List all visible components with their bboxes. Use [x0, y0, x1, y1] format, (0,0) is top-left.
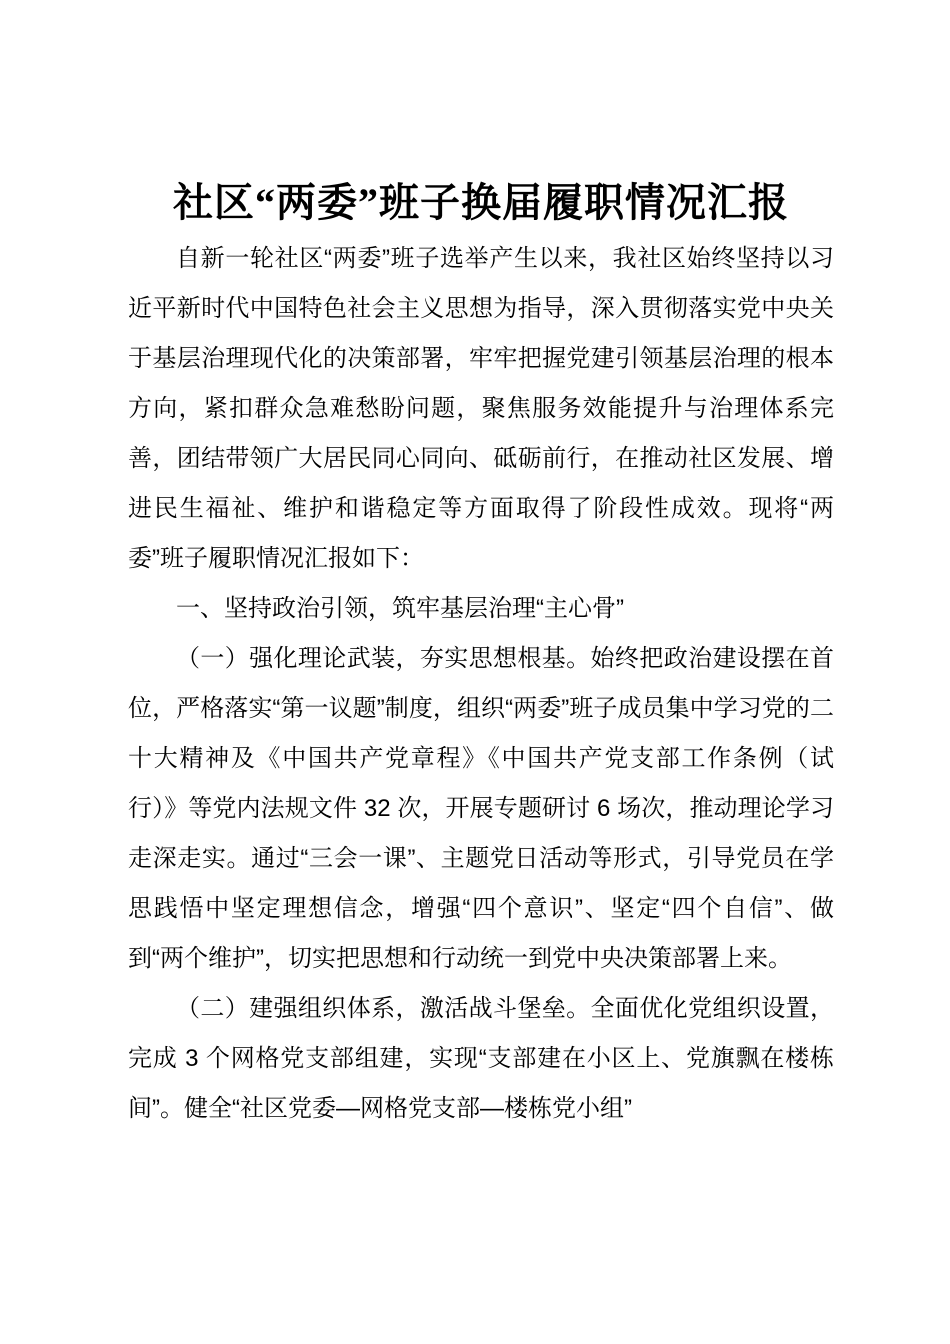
section-heading-1: 一、坚持政治引领，筑牢基层治理“主心骨” — [176, 595, 624, 622]
paragraph-section-1-item-1: （一）强化理论武装，夯实思想根基。始终把政治建设摆在首位，严格落实“第一议题”制度，组织“两委”班子成员集中学习党的二十大精神及《中国共产党章程》《中国共产党支部工作条例（试行）》等党内法规文件 32 次，开展专题研讨 6 场次，推动理论学习走深走实。通过“三会一课”、主题党日活动等形式，引导党员在学思践悟中坚定理想信念，增强“四个意识”、坚定“四个自信”、做到“两个维护”，切实把思想和行动统一到党中央决策部署上来。 — [128, 645, 834, 972]
intro-paragraph: 自新一轮社区“两委”班子选举产生以来，我社区始终坚持以习近平新时代中国特色社会主义思想为指导，深入贯彻落实党中央关于基层治理现代化的决策部署，牢牢把握党建引领基层治理的根本方向，紧扣群众急难愁盼问题，聚焦服务效能提升与治理体系完善，团结带领广大居民同心同向、砥砺前行，在推动社区发展、增进民生福祉、维护和谐稳定等方面取得了阶段性成效。现将“两委”班子履职情况汇报如下： — [128, 245, 834, 572]
paragraph-section-1-item-2: （二）建强组织体系，激活战斗堡垒。全面优化党组织设置，完成 3 个网格党支部组建，实现“支部建在小区上、党旗飘在楼栋间”。健全“社区党委—网格党支部—楼栋党小组” — [128, 995, 834, 1122]
document-title: 社区“两委”班子换届履职情况汇报 — [173, 180, 789, 225]
